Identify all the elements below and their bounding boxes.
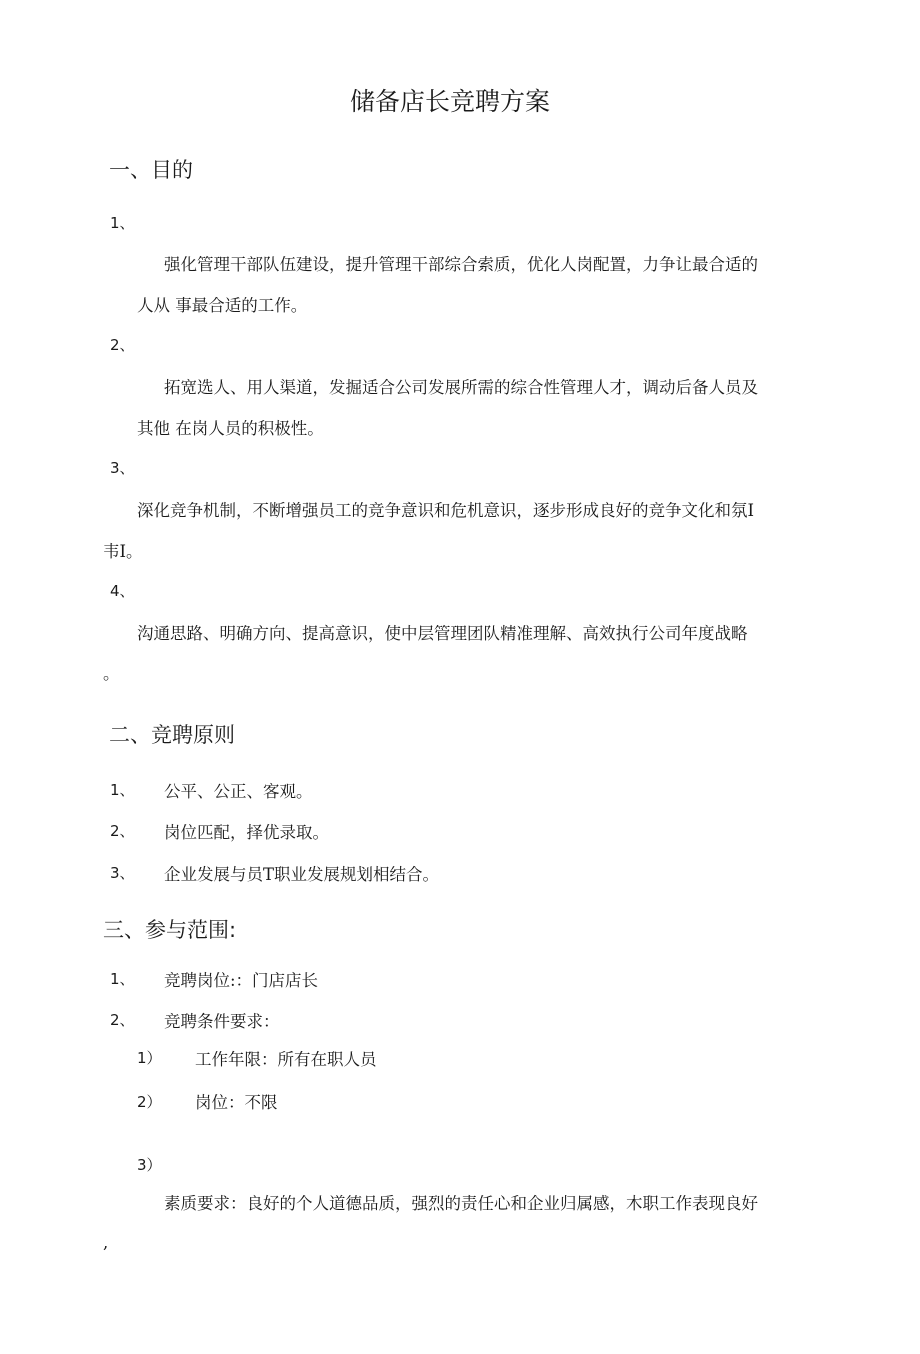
- item-number: 1、: [110, 214, 135, 232]
- paragraph-line: 拓宽选人、用人渠道，发掘适合公司发展所需的综合性管理人才，调动后备人员及: [164, 378, 758, 397]
- paragraph-line: 深化竞争机制，不断增强员工的竞争意识和危机意识，逐步形成良好的竞争文化和氛I: [137, 501, 755, 520]
- item-number: 3、: [110, 459, 135, 477]
- section-2-heading: 二、竞聘原则: [109, 723, 235, 747]
- item-number: 1、: [110, 781, 135, 799]
- page-title: 储备店长竞聘方案: [350, 87, 551, 116]
- item-number: 2、: [110, 336, 135, 354]
- paragraph-line: 素质要求：良好的个人道德品质，强烈的责任心和企业归属感，木职工作表现良好: [164, 1194, 758, 1213]
- sub-item-text: 岗位：不限: [195, 1093, 278, 1112]
- list-item-text: 企业发展与员T职业发展规划相结合。: [164, 865, 440, 884]
- paragraph-line: 韦I。: [103, 542, 143, 561]
- paragraph-line: 其他 在岗人员的积极性。: [137, 419, 324, 438]
- sub-item-number: 3）: [137, 1156, 162, 1174]
- list-item-text: 岗位匹配，择优录取。: [164, 823, 329, 842]
- paragraph-line: 强化管理干部队伍建设，提升管理干部综合索质，优化人岗配置，力争让最合适的: [164, 255, 758, 274]
- item-number: 1、: [110, 970, 135, 988]
- list-item-text: 公平、公正、客观。: [164, 782, 313, 801]
- item-number: 4、: [110, 582, 135, 600]
- item-number: 2、: [110, 822, 135, 840]
- sub-item-number: 2）: [137, 1093, 162, 1111]
- item-number: 3、: [110, 864, 135, 882]
- paragraph-line: 。: [103, 664, 120, 683]
- paragraph-line: ,: [103, 1233, 109, 1252]
- section-3-heading: 三、参与范围:: [103, 918, 237, 942]
- list-item-text: 竞聘岗位:：门店店长: [164, 971, 319, 990]
- sub-item-number: 1）: [137, 1049, 162, 1067]
- section-1-heading: 一、目的: [109, 158, 193, 182]
- sub-item-text: 工作年限：所有在职人员: [195, 1050, 377, 1069]
- paragraph-line: 沟通思路、明确方向、提高意识，使中层管理团队精准理解、高效执行公司年度战略: [137, 624, 748, 643]
- list-item-text: 竞聘条件要求：: [164, 1012, 280, 1031]
- paragraph-line: 人从 事最合适的工作。: [137, 296, 308, 315]
- item-number: 2、: [110, 1011, 135, 1029]
